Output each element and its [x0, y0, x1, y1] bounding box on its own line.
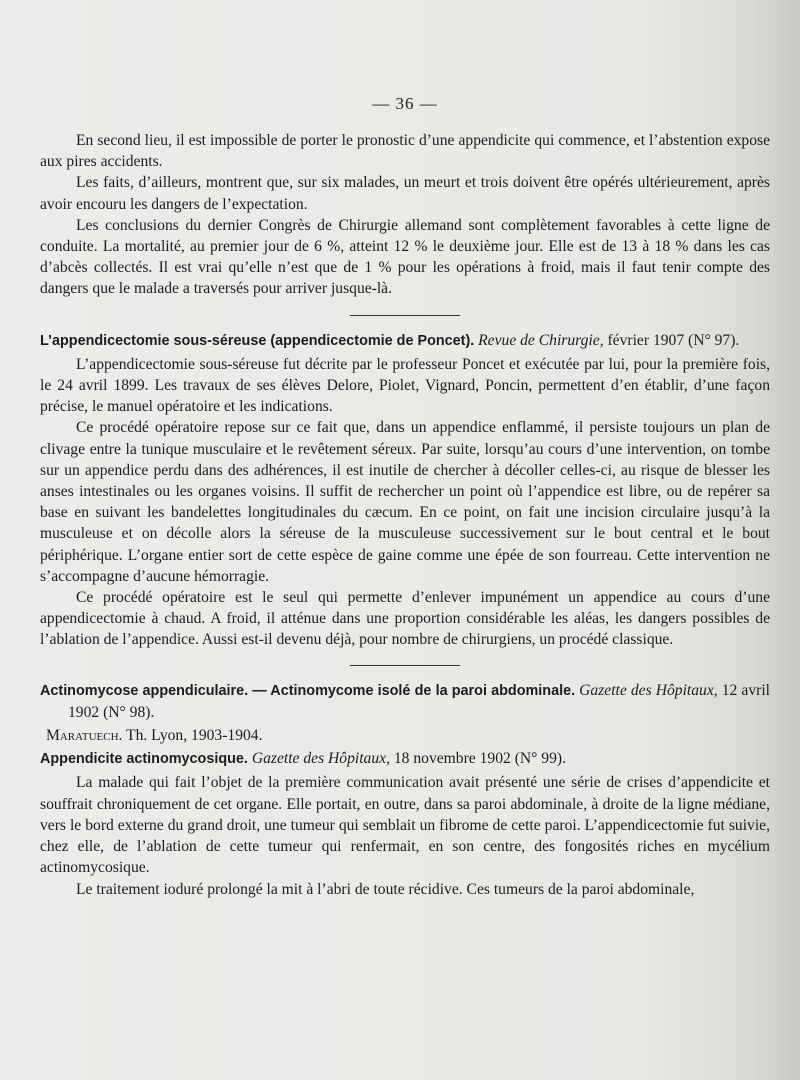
section-divider [350, 665, 460, 666]
paragraph-poncet-history: L’appendicectomie sous-séreuse fut décrite par le professeur Poncet et exécutée par lui, pour la première fois, le 24 avril 1899. Les travaux de ses élèves Delore, Piolet, Vignard, Poncin, permettent d’en établir, d’une façon précise, le manuel opératoire et les indications. [40, 355, 770, 416]
heading-title: L’appendicectomie sous-séreuse (appendicectomie de Poncet). [40, 332, 475, 349]
section-divider [350, 315, 460, 316]
paragraph-procedure: Ce procédé opératoire repose sur ce fait que, dans un appendice enflammé, il persiste toujours un plan de clivage entre la tunique musculaire et le revêtement séreux. Par suite, lorsqu’au cours d’une intervention, on tombe sur un appendice perdu dans des adhérences, il est inutile de chercher à décoller celles-ci, au risque de blesser les anses intestinales ou les organes voisins. Il suffit de rechercher un point où l’appendice est libre, ou de repérer sa base en suivant les bandelettes longitudinales du cæcum. En ce point, on fait une incision circulaire jusqu’à la musculeuse et on décolle alors la séreuse de la musculeuse successivement sur le bout central et le bout périphérique. L’organe entier sort de cette espèce de gaine comme une épée de son fourreau. Cette intervention ne s’accompagne d’aucune hémorragie. [40, 419, 770, 585]
publication-date: 12 avril 1902 (N° 98). [68, 681, 770, 721]
author-name: Maratuech. [46, 727, 123, 745]
paragraph-procedure-advantages: Ce procédé opératoire est le seul qui permette d’enlever impunément un appendice au cours d’une appendicectomie à chaud. A froid, il atténue dans une proportion considérable les aléas, les dangers possibles de l’ablation de l’appendice. Aussi est-il devenu déjà, pour nombre de chirurgiens, un procédé classique. [40, 589, 770, 649]
author-reference [40, 725, 770, 746]
page-number: — 36 — [372, 94, 438, 113]
paragraph-case-report: La malade qui fait l’objet de la première communication avait présenté une série de crises d’appendicite et souffrait chroniquement de cet organe. Elle portait, en outre, dans sa paroi abdominale, à droite de la ligne médiane, vers le bord externe du grand droit, une tumeur qui semblait un fibrome de cette paroi. L’appendicectomie fut suivie, chez elle, de l’ablation de cette tumeur qui renfermait, en son centre, des fongosités riches en mycélium actinomycosique. [40, 774, 770, 877]
paragraph-congress-conclusions: Les conclusions du dernier Congrès de Chirurgie allemand sont complètement favorables à cette ligne de conduite. La mortalité, au premier jour de 6 %, atteint 12 % le deuxième jour. Elle est de 13 à 18 % dans les cas d’abcès collectés. Il est vrai qu’elle n’est que de 1 % pour les opérations à froid, mais il faut tenir compte des dangers que le malade a traversés pour arriver jusque-là. [40, 216, 770, 298]
publication-date: février 1907 (N° 97). [603, 331, 740, 349]
heading-title: Actinomycose appendiculaire. — Actinomycome isolé de la paroi abdominale. [40, 682, 576, 699]
section-heading-actinomycosis [40, 680, 770, 723]
journal-name: Gazette des Hôpitaux, [579, 681, 718, 699]
heading-title: Appendicite actinomycosique. [40, 751, 248, 768]
section-heading-appendicitis [40, 748, 770, 770]
journal-name: Revue de Chirurgie, [478, 331, 604, 349]
paragraph-facts: Les faits, d’ailleurs, montrent que, sur six malades, un meurt et trois doivent être opérés ultérieurement, après avoir encouru les dangers de l’expectation. [40, 174, 770, 213]
paragraph-treatment: Le traitement ioduré prolongé la mit à l’abri de toute récidive. Ces tumeurs de la paroi abdominale, [76, 880, 695, 898]
section-heading-poncet [40, 330, 770, 352]
publication-date: 18 novembre 1902 (N° 99). [389, 750, 566, 768]
paragraph-prognosis: En second lieu, il est impossible de porter le pronostic d’une appendicite qui commence, et l’abstention expose aux pires accidents. [40, 132, 770, 171]
page-content [40, 94, 770, 900]
journal-name: Gazette des Hôpitaux, [251, 750, 390, 768]
thesis-reference: Th. Lyon, 1903-1904. [122, 727, 263, 745]
